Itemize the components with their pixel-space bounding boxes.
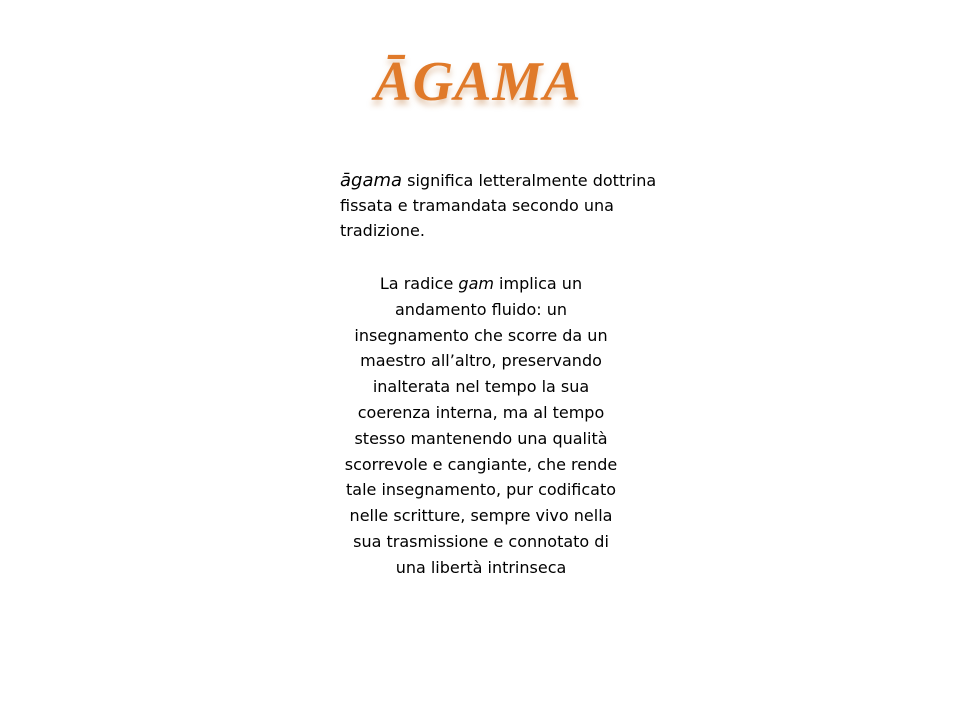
body-text-before: La radice (379, 274, 459, 293)
body-paragraph (336, 271, 626, 581)
slide-title: ĀGAMA (374, 51, 582, 113)
intro-paragraph (340, 168, 660, 243)
intro-text: significa letteralmente dottrina fissata e tramandata secondo una tradizione. (340, 171, 657, 240)
body-root-word: gam (458, 274, 494, 293)
body-text-after: implica un andamento fluido: un insegnamento che scorre da un maestro all’altro, preservando inalterata nel tempo la sua coerenza interna, ma al tempo stesso mantenendo una qualità scorrevole e cangiante, che rende tale insegnamento, pur codificato nelle scritture, sempre vivo nella sua trasmissione e connotato di una libertà intrinseca (344, 274, 618, 577)
intro-lead-word: āgama (340, 170, 403, 191)
